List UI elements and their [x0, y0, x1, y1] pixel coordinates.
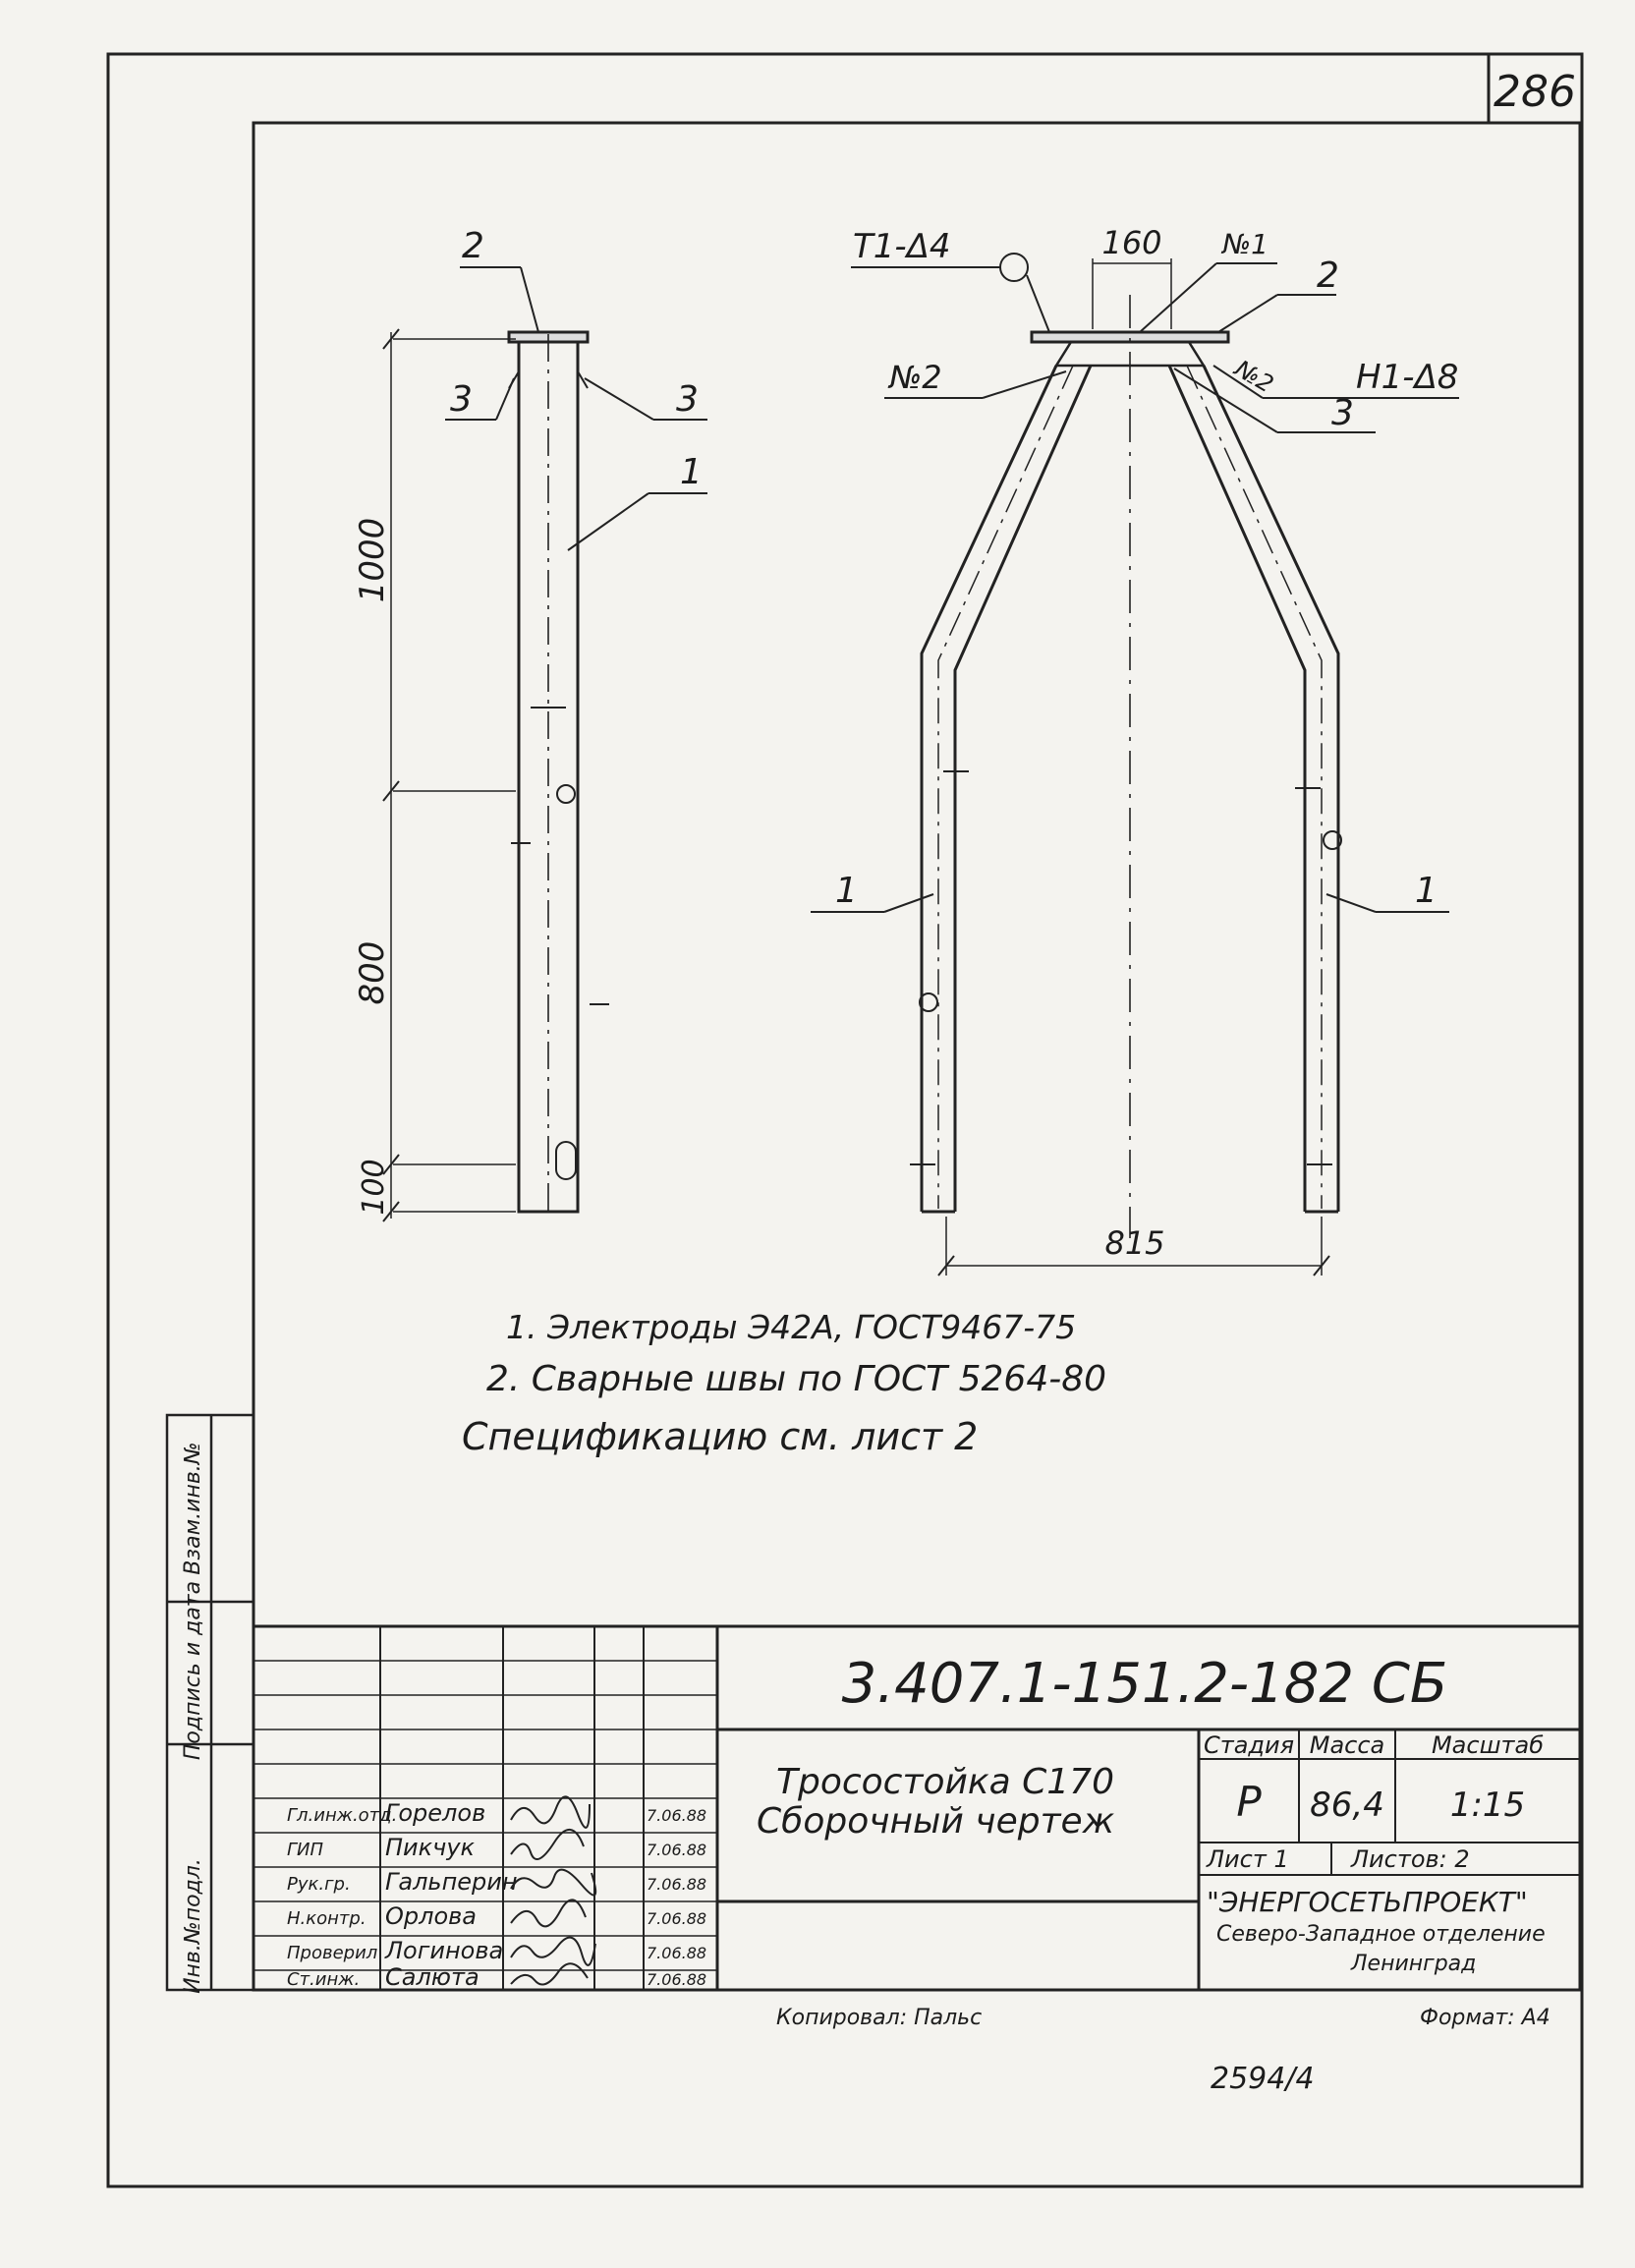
side-stamp-sign-date: Подпись и дата [181, 1580, 205, 1761]
drawing-title-line1: Тросостойка С170 [776, 1762, 1114, 1802]
seam-label-2-left: №2 [889, 359, 942, 396]
staff-role: Рук.гр. [287, 1874, 351, 1895]
staff-name: Горелов [385, 1799, 486, 1827]
header-mass: Масса [1309, 1731, 1385, 1759]
label-part-3-side-left: 3 [450, 379, 473, 420]
bottom-number: 2594/4 [1211, 2062, 1315, 2096]
format-label: Формат: А4 [1420, 2006, 1550, 2030]
weld-label-h1: Н1-Δ8 [1356, 358, 1459, 397]
seam-label-1: №1 [1222, 228, 1269, 260]
staff-name: Орлова [385, 1902, 477, 1930]
side-view [383, 267, 707, 1221]
label-part-1-side: 1 [680, 452, 703, 492]
sheet-number: 286 [1494, 67, 1576, 117]
dim-1000: 1000 [353, 517, 392, 603]
note-3: Спецификацию см. лист 2 [462, 1415, 979, 1458]
label-part-2-front: 2 [1317, 255, 1339, 296]
slot-hole-side [556, 1142, 576, 1179]
weld-symbol-circle [1000, 254, 1028, 281]
signatures [511, 1796, 595, 1984]
organization-division: Северо-Западное отделение [1216, 1922, 1546, 1947]
staff-date: 7.06.88 [647, 1970, 707, 1989]
dim-815: 815 [1104, 1224, 1165, 1262]
scale-value: 1:15 [1449, 1786, 1526, 1825]
dim-160: 160 [1101, 224, 1162, 261]
side-stamp-inv-orig: Инв.№подл. [181, 1858, 205, 1994]
organization-name: "ЭНЕРГОСЕТЬПРОЕКТ" [1207, 1886, 1528, 1918]
bolt-hole-side [557, 785, 575, 803]
organization-city: Ленинград [1351, 1952, 1477, 1976]
sheets-label: Листов: 2 [1351, 1845, 1470, 1873]
staff-date: 7.06.88 [647, 1944, 707, 1962]
staff-date: 7.06.88 [647, 1909, 707, 1928]
label-part-1-front-right: 1 [1415, 871, 1438, 911]
seam-label-2-right: №2 [1230, 354, 1278, 399]
note-1: 1. Электроды Э42А, ГОСТ9467-75 [506, 1308, 1077, 1346]
staff-role: Гл.инж.отд. [287, 1805, 398, 1826]
copied-by: Копировал: Пальс [776, 2006, 983, 2030]
stage-value: Р [1236, 1778, 1262, 1826]
label-part-3-side-right: 3 [676, 379, 699, 420]
front-view [811, 254, 1459, 1276]
staff-name: Пикчук [385, 1834, 476, 1861]
header-stage: Стадия [1203, 1731, 1295, 1759]
left-leg-inner [955, 366, 1091, 1212]
staff-name: Логинова [385, 1937, 504, 1964]
staff-role: Н.контр. [287, 1908, 366, 1929]
label-part-3-front: 3 [1331, 393, 1354, 433]
staff-role: Проверил [287, 1943, 378, 1963]
label-part-1-front-left: 1 [835, 871, 858, 911]
staff-role: ГИП [287, 1840, 324, 1860]
staff-date: 7.06.88 [647, 1875, 707, 1894]
note-2: 2. Сварные швы по ГОСТ 5264-80 [486, 1359, 1107, 1399]
sheet-label: Лист 1 [1207, 1845, 1289, 1873]
staff-date: 7.06.88 [647, 1841, 707, 1859]
document-code: 3.407.1-151.2-182 СБ [841, 1652, 1448, 1716]
weld-label-t1: Т1-Δ4 [853, 227, 951, 266]
staff-role: Ст.инж. [287, 1969, 361, 1990]
dim-100: 100 [357, 1159, 391, 1216]
header-scale: Масштаб [1431, 1731, 1545, 1759]
mass-value: 86,4 [1310, 1786, 1384, 1825]
staff-name: Гальперин [385, 1868, 518, 1896]
staff-date: 7.06.88 [647, 1806, 707, 1825]
staff-name: Салюта [385, 1963, 479, 1991]
right-leg-inner [1169, 366, 1305, 1212]
label-part-2-side: 2 [462, 226, 484, 266]
side-stamp-inv-no: Взам.инв.№ [181, 1442, 205, 1575]
drawing-title-line2: Сборочный чертеж [757, 1801, 1115, 1842]
dim-800: 800 [353, 940, 392, 1005]
left-leg-outer [922, 366, 1056, 1212]
